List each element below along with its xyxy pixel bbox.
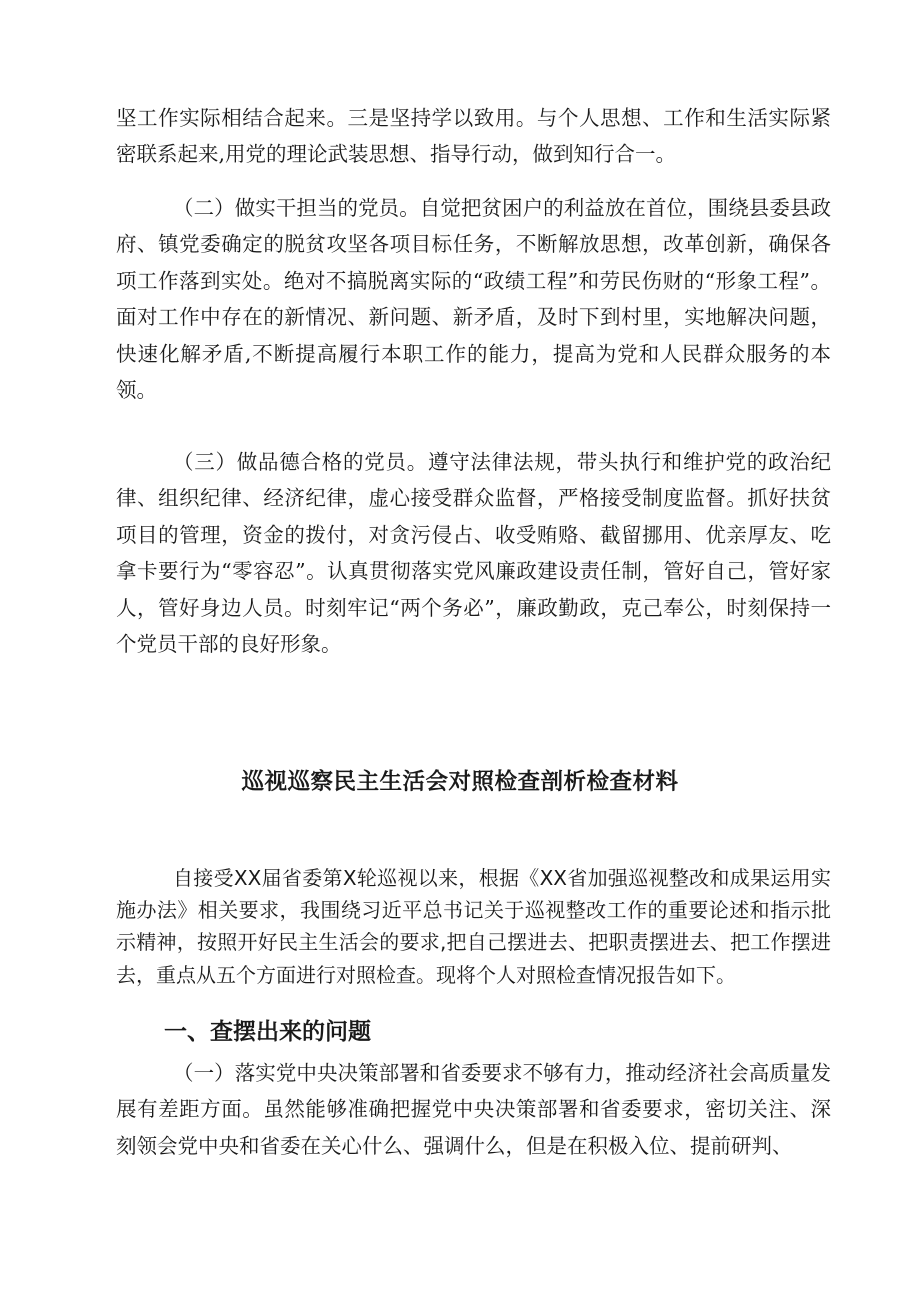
document-title: 巡视巡察民主生活会对照检查剖析检查材料 <box>241 769 679 795</box>
paragraph-continuation: 坚工作实际相结合起来。三是坚持学以致用。与个人思想、工作和生活实际紧密联系起来,用党的理论武装思想、指导行动，做到知行合一。 <box>116 106 831 167</box>
paragraph-problem-one: （一）落实党中央决策部署和省委要求不够有力，推动经济社会高质量发展有差距方面。虽然能够准确把握党中央决策部署和省委要求，密切关注、深刻领会党中央和省委在关心什么、强调什么，但是在积极入位、提前研判、 <box>116 1061 831 1158</box>
section-heading: 一、查摆出来的问题 <box>164 1019 371 1045</box>
paragraph-section-two: （二）做实干担当的党员。自觉把贫困户的利益放在首位，围绕县委县政府、镇党委确定的脱贫攻坚各项目标任务，不断解放思想，改革创新，确保各项工作落到实处。绝对不搞脱离实际的“政绩工程”和劳民伤财的“形象工程”。面对工作中存在的新情况、新问题、新矛盾，及时下到村里，实地解决问题，快速化解矛盾,不断提高履行本职工作的能力，提高为党和人民群众服务的本领。 <box>116 196 831 403</box>
paragraph-section-three: （三）做品德合格的党员。遵守法律法规，带头执行和维护党的政治纪律、组织纪律、经济纪律，虚心接受群众监督，严格接受制度监督。抓好扶贫项目的管理，资金的拨付，对贪污侵占、收受贿赂、截留挪用、优亲厚友、吃拿卡要行为“零容忍”。认真贯彻落实党风廉政建设责任制，管好自己，管好家人，管好身边人员。时刻牢记“两个务必”，廉政勤政，克己奉公，时刻保持一个党员干部的良好形象。 <box>116 450 831 657</box>
intro-paragraph: 自接受XX届省委第X轮巡视以来，根据《XX省加强巡视整改和成果运用实施办法》相关要求，我围绕习近平总书记关于巡视整改工作的重要论述和指示批示精神，按照开好民主生活会的要求,把自己摆进去、把职责摆进去、把工作摆进去，重点从五个方面进行对照检查。现将个人对照检查情况报告如下。 <box>116 866 831 987</box>
